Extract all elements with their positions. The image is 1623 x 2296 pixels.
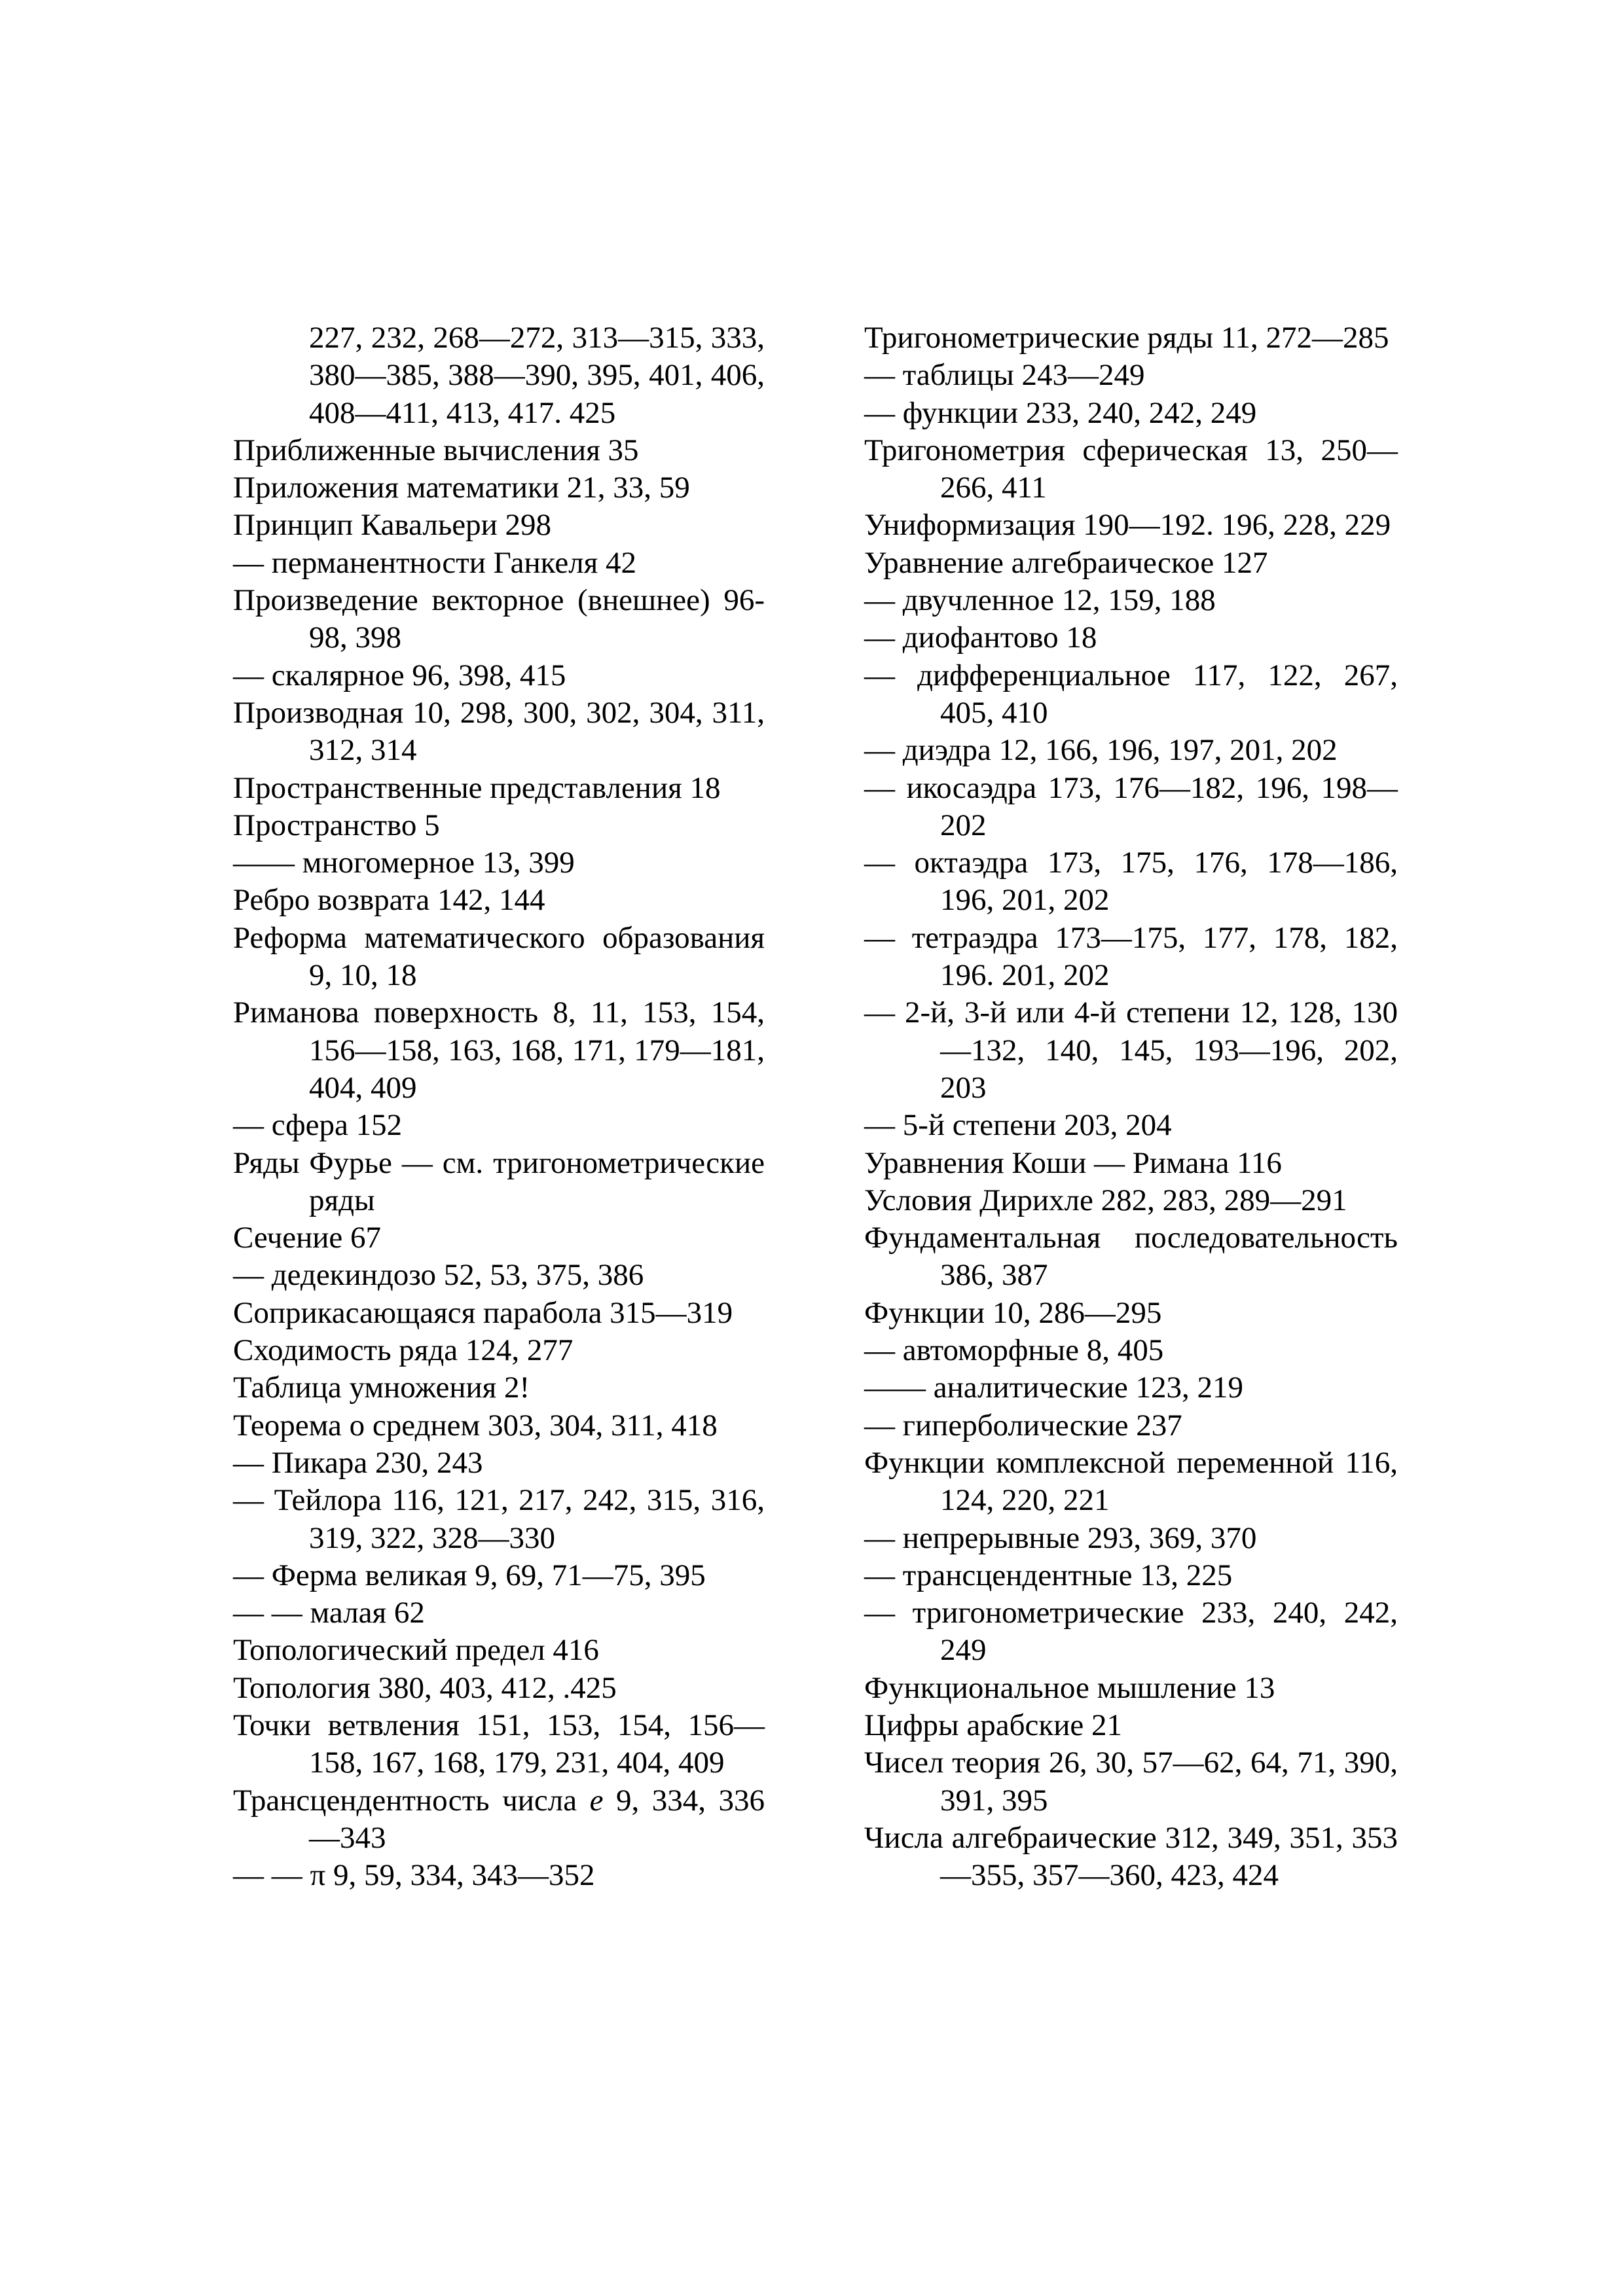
index-entry: Чисел теория 26, 30, 57—62, 64, 71, 390, 391, 395 [864,1746,1398,1818]
index-entry: Пространственные представления 18 [233,770,721,805]
index-entry: Принцип Кавальери 298 [233,508,552,543]
index-entry: Топология 380, 403, 412, .425 [233,1670,617,1705]
index-entry: — диэдра 12, 166, 196, 197, 201, 202 [864,733,1338,768]
index-entry: Точки ветвления 151, 153, 154, 156—158, 167, 168, 179, 231, 404, 409 [233,1708,765,1780]
index-entry: Производная 10, 298, 300, 302, 304, 311, 312, 314 [233,695,765,768]
index-entry-head: Трансцендентность числа [233,1783,590,1818]
index-entry: Сечение 67 [233,1221,382,1255]
index-entry: — дифференциальное 117, 122, 267, 405, 410 [864,658,1398,730]
index-entry: — тригонометрические 233, 240, 242, 249 [864,1596,1398,1668]
index-entry: —— аналитические 123, 219 [864,1371,1243,1405]
index-entry: — гиперболические 237 [864,1408,1182,1443]
index-entry: — двучленное 12, 159, 188 [864,583,1216,618]
index-entry: — скалярное 96, 398, 415 [233,658,566,692]
index-entry: 227, 232, 268—272, 313—315, 333, 380—385, 388—390, 395, 401, 406, 408—411, 413, 417. 425 [309,321,765,430]
index-entry: — трансцендентные 13, 225 [864,1558,1233,1592]
index-entry: Тригонометрические ряды 11, 272—285 [864,321,1389,355]
index-entry: Функциональное мышление 13 [864,1670,1275,1705]
index-entry: — таблицы 243—249 [864,358,1145,393]
index-entry: —— многомерное 13, 399 [233,846,575,880]
index-entry: — автоморфные 8, 405 [864,1333,1164,1368]
index-entry: Произведение векторное (внешнее) 96-98, 398 [233,583,765,655]
index-entry: — — π 9, 59, 334, 343—352 [233,1858,595,1893]
index-entry: — Тейлора 116, 121, 217, 242, 315, 316, 319, 322, 328—330 [233,1483,765,1555]
index-entry [233,1782,765,1857]
index-entry: Числа алгебраические 312, 349, 351, 353—355, 357—360, 423, 424 [864,1820,1398,1893]
index-entry: — 5-й степени 203, 204 [864,1108,1172,1143]
index-entry: Уравнения Коши — Римана 116 [864,1145,1282,1180]
index-entry: Уравнение алгебраическое 127 [864,545,1268,580]
index-entry: Таблица умножения 2! [233,1371,530,1405]
index-entry: Риманова поверхность 8, 11, 153, 154, 156—158, 163, 168, 171, 179—181, 404, 409 [233,996,765,1105]
index-entry: — — малая 62 [233,1596,425,1630]
index-entry: Функции 10, 286—295 [864,1295,1162,1330]
index-entry: — октаэдра 173, 175, 176, 178—186, 196, 201, 202 [864,846,1398,918]
index-entry: — Ферма великая 9, 69, 71—75, 395 [233,1558,706,1592]
index-entry: Ребро возврата 142, 144 [233,883,545,918]
index-entry: Условия Дирихле 282, 283, 289—291 [864,1183,1347,1217]
index-entry: Тригонометрия сферическая 13, 250— 266, 411 [864,433,1398,505]
index-entry: — диофантово 18 [864,620,1097,655]
index-entry: — Пикара 230, 243 [233,1445,483,1480]
index-entry: — функции 233, 240, 242, 249 [864,395,1257,430]
index-entry: Реформа математического образования 9, 10, 18 [233,920,765,993]
index-entry: — сфера 152 [233,1108,403,1143]
index-entry: — перманентности Ганкеля 42 [233,545,637,580]
index-entry: Ряды Фурье — см. тригонометрические ряды [233,1145,765,1217]
index-column-right [864,319,1398,1894]
index-entry-italic: e [589,1783,604,1818]
index-entry-pages: 9, 334, 336—343 [309,1783,765,1855]
index-entry: — непрерывные 293, 369, 370 [864,1520,1257,1555]
index-entry: Цифры арабские 21 [864,1708,1122,1742]
index-entry: — 2-й, 3-й или 4-й степени 12, 128, 130—132, 140, 145, 193—196, 202, 203 [864,996,1398,1105]
index-entry: — икосаэдра 173, 176—182, 196, 198— 202 [864,770,1398,842]
index-entry: Соприкасающаяся парабола 315—319 [233,1295,733,1330]
index-entry: Приложения математики 21, 33, 59 [233,471,690,505]
index-entry: Теорема о среднем 303, 304, 311, 418 [233,1408,718,1443]
index-entry: Пространство 5 [233,808,440,842]
index-column-left [233,319,765,1894]
index-entry: Топологический предел 416 [233,1633,599,1668]
index-entry: Фундаментальная последовательность 386, 387 [864,1221,1398,1293]
index-entry: — тетраэдра 173—175, 177, 178, 182, 196. 201, 202 [864,920,1398,993]
index-entry: Функции комплексной переменной 116, 124, 220, 221 [864,1445,1398,1518]
index-entry: Приближенные вычисления 35 [233,433,639,467]
index-entry: — дедекиндозо 52, 53, 375, 386 [233,1258,644,1293]
index-entry: Униформизация 190—192. 196, 228, 229 [864,508,1391,543]
index-entry: Сходимость ряда 124, 277 [233,1333,574,1368]
